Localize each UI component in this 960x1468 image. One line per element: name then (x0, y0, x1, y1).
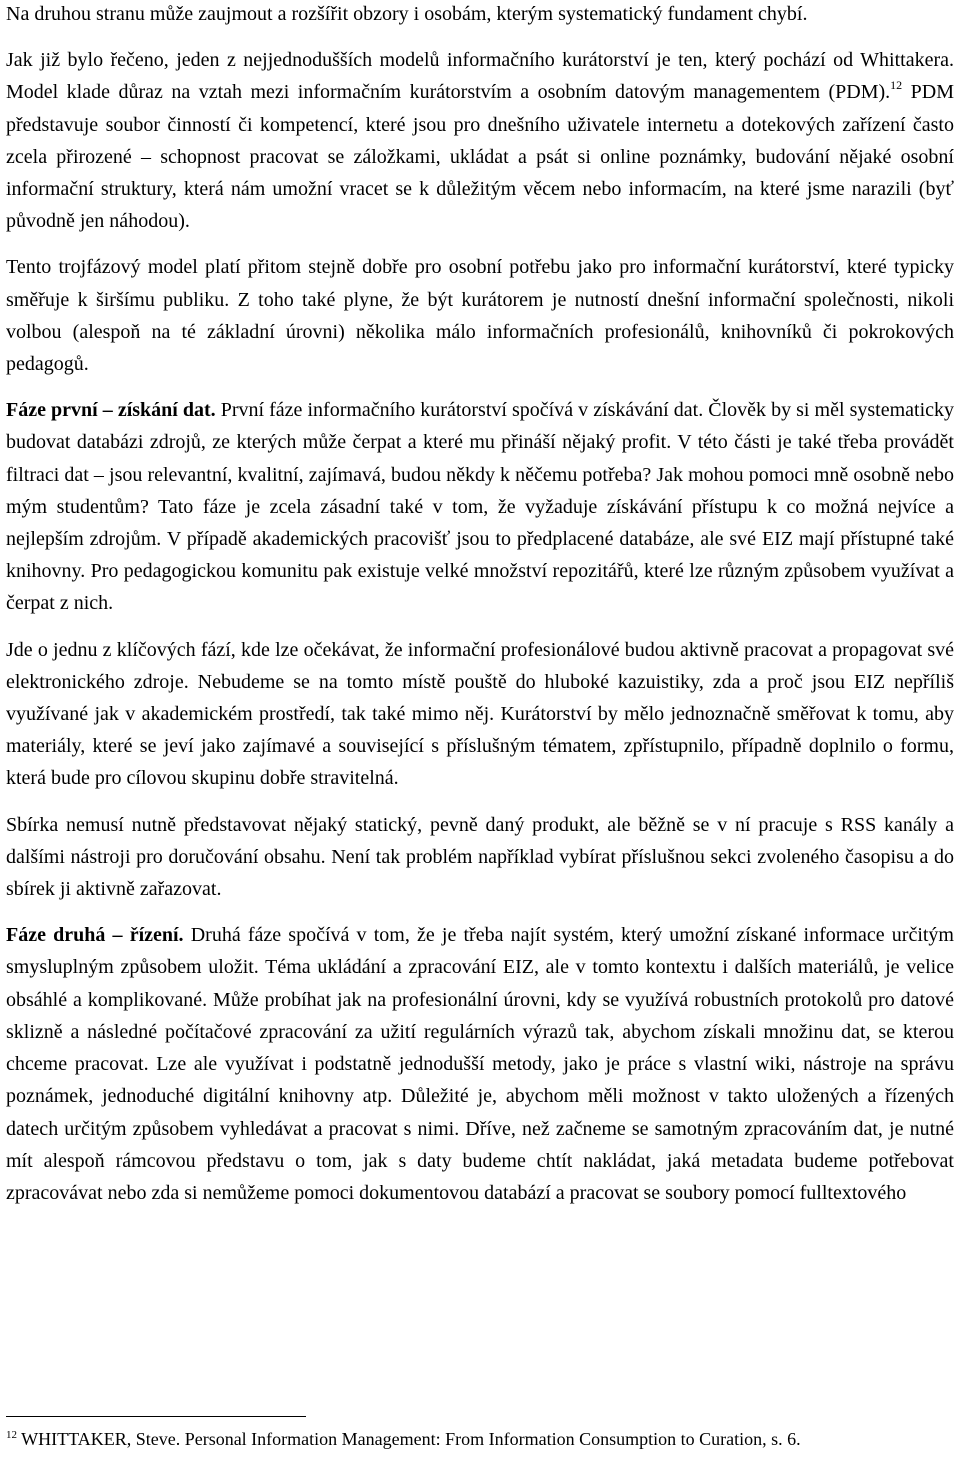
paragraph-5-text: Jde o jednu z klíčových fází, kde lze očekávat, že informační profesionálové budou aktivně pracovat a propagovat své elektronického zdroje. Nebudeme se na tomto místě pouště do hluboké kazuistiky, zda a proč jsou EIZ nepříliš využívané jak v akademickém prostředí, tak také mimo něj. Kurátorství by mělo jednoznačně směřovat k tomu, aby materiály, které se jeví jako zajímavé a související s příslušným tématem, zpřístupnilo, případně doplnilo o formu, která bude pro cílovou skupinu dobře stravitelná. (6, 638, 954, 790)
paragraph-4 (6, 394, 954, 619)
paragraph-6-text: Sbírka nemusí nutně představovat nějaký statický, pevně daný produkt, ale běžně se v ní pracuje s RSS kanály a dalšími nástroji pro doručování obsahu. Není tak problém například vybírat příslušnou sekci zvoleného časopisu a do sbírek ji aktivně zařazovat. (6, 813, 954, 901)
paragraph-5 (6, 634, 954, 795)
paragraph-2 (6, 44, 954, 237)
footnote-number: 12 (6, 1429, 17, 1441)
paragraph-7 (6, 919, 954, 1209)
paragraph-6 (6, 809, 954, 906)
paragraph-3 (6, 251, 954, 380)
phase-two-heading: Fáze druhá – řízení. (6, 924, 184, 947)
paragraph-2-text-b: PDM představuje soubor činností či kompetencí, které jsou pro dnešního uživatele internetu a dotekových zařízení často zcela přirozené – schopnost pracovat se záložkami, ukládat a psát si online poznámky, budování nějaké osobní informační struktury, která nám umožní vracet se k důležitým věcem nebo informacím, na které jsme narazili (byť původně jen náhodou). (6, 81, 954, 233)
phase-one-heading: Fáze první – získání dat. (6, 399, 216, 422)
footnote-text: WHITTAKER, Steve. Personal Information Management: From Information Consumption to Curation, s. 6. (17, 1429, 801, 1449)
footnote (6, 1426, 801, 1452)
paragraph-1 (6, 0, 954, 30)
paragraph-7-text: Druhá fáze spočívá v tom, že je třeba najít systém, který umožní získané informace určitým smysluplným způsobem uložit. Téma ukládání a zpracování EIZ, ale v tomto kontextu i dalších materiálů, je velice obsáhlé a komplikované. Může probíhat jak na profesionální úrovni, kdy se využívá robustních protokolů pro datové sklizně a následné počítačové zpracování za užití regulárních výrazů tak, abychom získali množinu dat, se kterou chceme pracovat. Lze ale využívat i podstatně jednodušší metody, jako je práce s vlastní wiki, nástroje na správu poznámek, jednoduché digitální knihovny atp. Důležité je, abychom měli možnost v takto uložených a řízených datech určitým způsobem vyhledávat a pracovat s nimi. Dříve, než začneme se samotným zpracováním dat, je nutné mít alespoň rámcovou představu o tom, jak s daty budeme chtít nakládat, jaká metadata budeme potřebovat zpracovávat nebo zda si nemůžeme pomoci dokumentovou databází a pracovat se soubory pomocí fulltextového (6, 924, 954, 1204)
paragraph-3-text: Tento trojfázový model platí přitom stejně dobře pro osobní potřebu jako pro informační kurátorství, které typicky směřuje k širšímu publiku. Z toho také plyne, že být kurátorem je nutností dnešní informační společnosti, nikoli volbou (alespoň na té základní úrovni) několika málo informačních profesionálů, knihovníků či pokrokových pedagogů. (6, 256, 954, 376)
footnote-divider (6, 1416, 306, 1417)
paragraph-1-text: Na druhou stranu může zaujmout a rozšířit obzory i osobám, kterým systematický fundament chybí. (6, 3, 808, 25)
paragraph-4-text: První fáze informačního kurátorství spočívá v získávání dat. Člověk by si měl systematicky budovat databázi zdrojů, ze kterých může čerpat a které mu přináší nějaký profit. V této části je také třeba provádět filtraci dat – jsou relevantní, kvalitní, zajímavá, budou někdy k něčemu potřeba? Jak mohou pomoci mně osobně nebo mým studentům? Tato fáze je zcela zásadní také v tom, že vyžaduje získávání přístupu k co možná nejvíce a nejlepším zdrojům. V případě akademických pracovišť jsou to předplacené databáze, ale své EIZ mají přístupné také knihovny. Pro pedagogickou komunitu pak existuje velké množství repozitářů, které lze různým způsobem využívat a čerpat z nich. (6, 399, 955, 615)
footnote-reference[interactable]: 12 (890, 78, 903, 93)
paragraph-2-text-a: Jak již bylo řečeno, jeden z nejjednodušších modelů informačního kurátorství je ten, který pochází od Whittakera. Model klade důraz na vztah mezi informačním kurátorstvím a osobním datovým managementem (PDM). (6, 49, 954, 104)
